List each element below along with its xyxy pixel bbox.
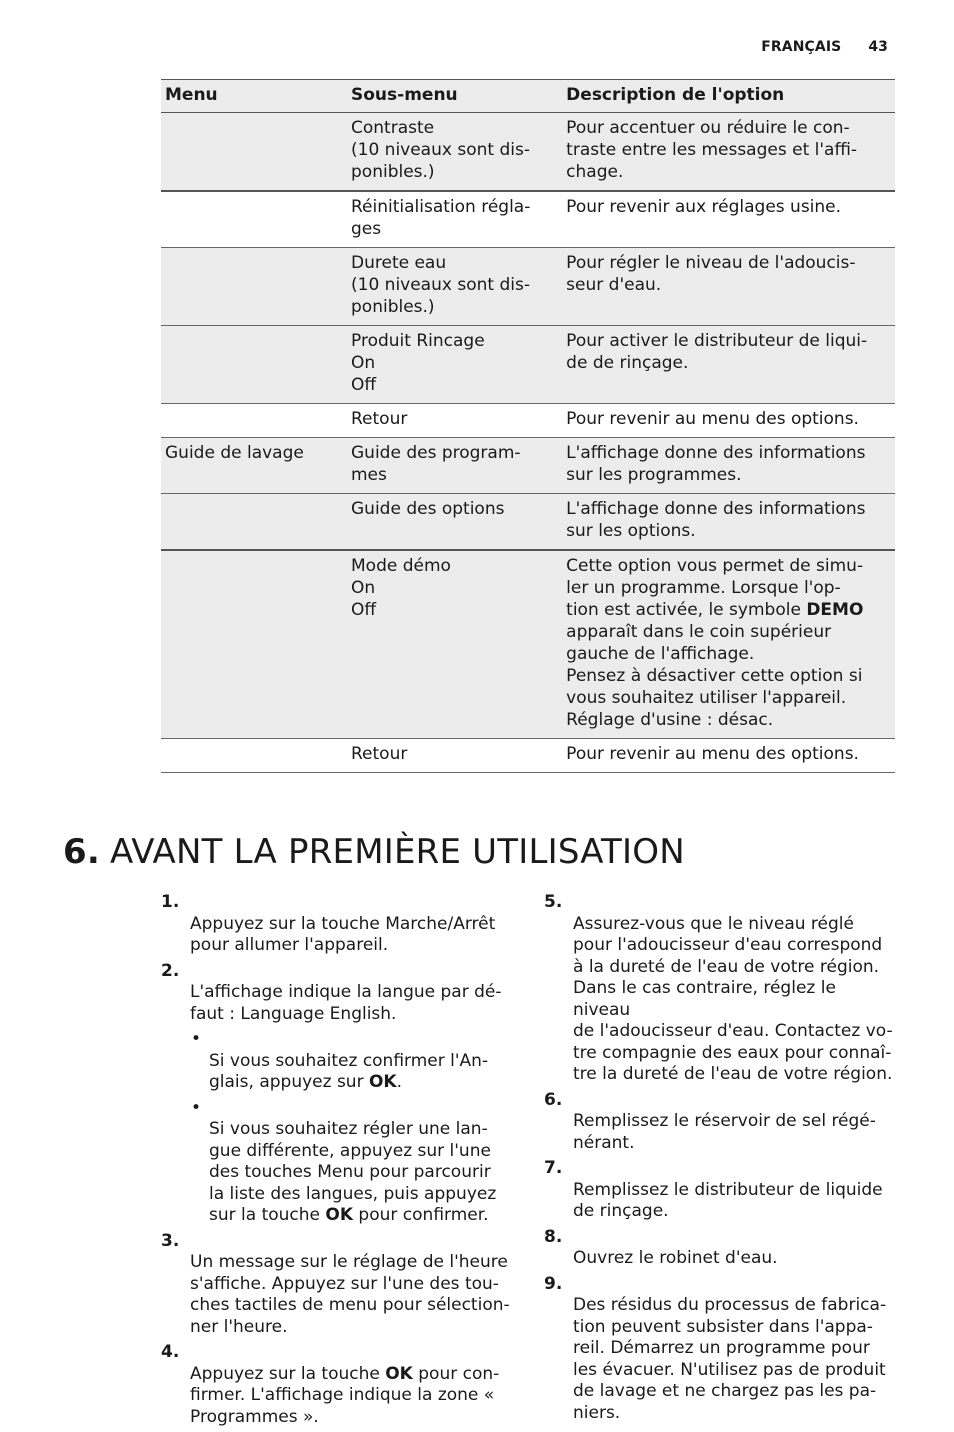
steps-column-left	[161, 892, 513, 1432]
step-text: Remplissez le réservoir de sel régé- nérant.	[573, 1111, 876, 1153]
header-language: FRANÇAIS	[761, 39, 842, 55]
step-item	[161, 961, 513, 1026]
ok-key-label: OK	[368, 1072, 397, 1092]
step-number: 3.	[161, 1230, 180, 1251]
description-text: apparaît dans le coin supérieur gauche de l'affichage. Pensez à désactiver cette option si vous souhaitez utiliser l'appareil. Réglage d'usine : désac.	[566, 622, 863, 730]
cell-description	[562, 550, 895, 739]
cell-submenu: Guide des program- mes	[347, 438, 562, 494]
table-row	[161, 404, 895, 438]
section-number: 6.	[63, 832, 100, 872]
cell-description: Pour revenir aux réglages usine.	[562, 191, 895, 248]
options-table	[161, 79, 895, 773]
cell-description: L'affichage donne des informations sur les options.	[562, 494, 895, 551]
step-item	[161, 1231, 513, 1339]
step-number: 9.	[544, 1273, 563, 1294]
step-number: 1.	[161, 892, 180, 912]
ok-key-label: OK	[385, 1363, 413, 1384]
step-number: 7.	[544, 1158, 563, 1178]
step-number: 6.	[544, 1089, 563, 1110]
step-number: 2.	[161, 960, 180, 981]
cell-submenu: Retour	[347, 404, 562, 438]
cell-description: Pour régler le niveau de l'adoucis- seur d'eau.	[562, 248, 895, 326]
cell-submenu: Durete eau (10 niveaux sont dis- ponibles.)	[347, 248, 562, 326]
cell-submenu: Retour	[347, 739, 562, 773]
cell-menu	[161, 739, 347, 773]
table-row	[161, 113, 895, 192]
cell-description: Pour revenir au menu des options.	[562, 739, 895, 773]
cell-menu	[161, 550, 347, 739]
step-item	[544, 1227, 896, 1270]
column-header-description: Description de l'option	[562, 80, 895, 113]
page-number: 43	[868, 39, 888, 55]
table-row	[161, 326, 895, 404]
step-text: Appuyez sur la touche Marche/Arrêt pour allumer l'appareil.	[190, 913, 496, 955]
cell-description: Pour revenir au menu des options.	[562, 404, 895, 438]
step-text: Appuyez sur la touche	[190, 1363, 386, 1384]
step-item	[161, 1342, 513, 1428]
step-text: pour con- firmer. L'affichage indique la zone « Programmes ».	[190, 1363, 500, 1427]
cell-submenu: Produit Rincage On Off	[347, 326, 562, 404]
step-number: 8.	[544, 1226, 563, 1247]
step-item	[544, 892, 896, 1086]
cell-menu	[161, 248, 347, 326]
step-text: Remplissez le distributeur de liquide de rinçage.	[573, 1179, 883, 1221]
section-title-text: AVANT LA PREMIÈRE UTILISATION	[109, 832, 685, 872]
section-title	[63, 832, 685, 872]
cell-description: L'affichage donne des informations sur les programmes.	[562, 438, 895, 494]
cell-submenu: Réinitialisation régla- ges	[347, 191, 562, 248]
table-row	[161, 550, 895, 739]
steps-column-right	[544, 892, 896, 1428]
table-row	[161, 191, 895, 248]
cell-menu	[161, 191, 347, 248]
cell-submenu: Contraste (10 niveaux sont dis- ponibles.)	[347, 113, 562, 192]
table-row	[161, 494, 895, 551]
cell-menu	[161, 326, 347, 404]
cell-submenu: Mode démo On Off	[347, 550, 562, 739]
step-item	[544, 1158, 896, 1223]
table-header-row	[161, 80, 895, 113]
step-text: Assurez-vous que le niveau réglé pour l'adoucisseur d'eau correspond à la dureté de l'eau de votre région. Dans le cas contraire, réglez le niveau de l'adoucisseur d'eau. Contactez vo- tre compagnie des eaux pour connaî- tre la dureté de l'eau de votre région.	[573, 913, 893, 1084]
column-header-submenu: Sous-menu	[347, 80, 562, 113]
cell-menu: Guide de lavage	[161, 438, 347, 494]
bullet-icon: •	[191, 1097, 202, 1118]
bullet-item	[161, 1098, 513, 1227]
table-row	[161, 248, 895, 326]
cell-menu	[161, 404, 347, 438]
step-item	[544, 1274, 896, 1425]
column-header-menu: Menu	[161, 80, 347, 113]
cell-description: Pour activer le distributeur de liqui- de de rinçage.	[562, 326, 895, 404]
bullet-text: pour confirmer.	[353, 1205, 489, 1225]
description-text: Cette option vous permet de simu- ler un programme. Lorsque l'op- tion est activée, le symbole	[566, 556, 864, 620]
cell-submenu: Guide des options	[347, 494, 562, 551]
bullet-text: Si vous souhaitez confirmer l'An- glais, appuyez sur	[209, 1050, 489, 1092]
bullet-icon: •	[191, 1029, 202, 1049]
step-text: L'affichage indique la langue par dé- faut : Language English.	[190, 982, 502, 1024]
bullet-text: Si vous souhaitez régler une lan- gue différente, appuyez sur l'une des touches Menu pour parcourir la liste des langues, puis appuyez sur la touche	[209, 1119, 497, 1225]
bullet-text: .	[396, 1072, 402, 1092]
step-number: 5.	[544, 892, 563, 912]
cell-menu	[161, 494, 347, 551]
table-row	[161, 739, 895, 773]
table-row	[161, 438, 895, 494]
step-item	[161, 892, 513, 957]
step-text: Un message sur le réglage de l'heure s'affiche. Appuyez sur l'une des tou- ches tactiles de menu pour sélection- ner l'heure.	[190, 1252, 510, 1337]
ok-key-label: OK	[325, 1205, 354, 1225]
step-text: Ouvrez le robinet d'eau.	[573, 1248, 778, 1268]
cell-menu	[161, 113, 347, 192]
bullet-item	[161, 1029, 513, 1094]
step-number: 4.	[161, 1342, 180, 1362]
cell-description: Pour accentuer ou réduire le con- traste entre les messages et l'affi- chage.	[562, 113, 895, 192]
page-header	[761, 39, 888, 55]
step-item	[544, 1090, 896, 1155]
step-text: Des résidus du processus de fabrica- tion peuvent subsister dans l'appa- reil. Démarrez un programme pour les évacuer. N'utilisez pas de produit de lavage et ne chargez pas les pa- niers.	[573, 1295, 887, 1423]
demo-symbol: DEMO	[806, 600, 864, 620]
